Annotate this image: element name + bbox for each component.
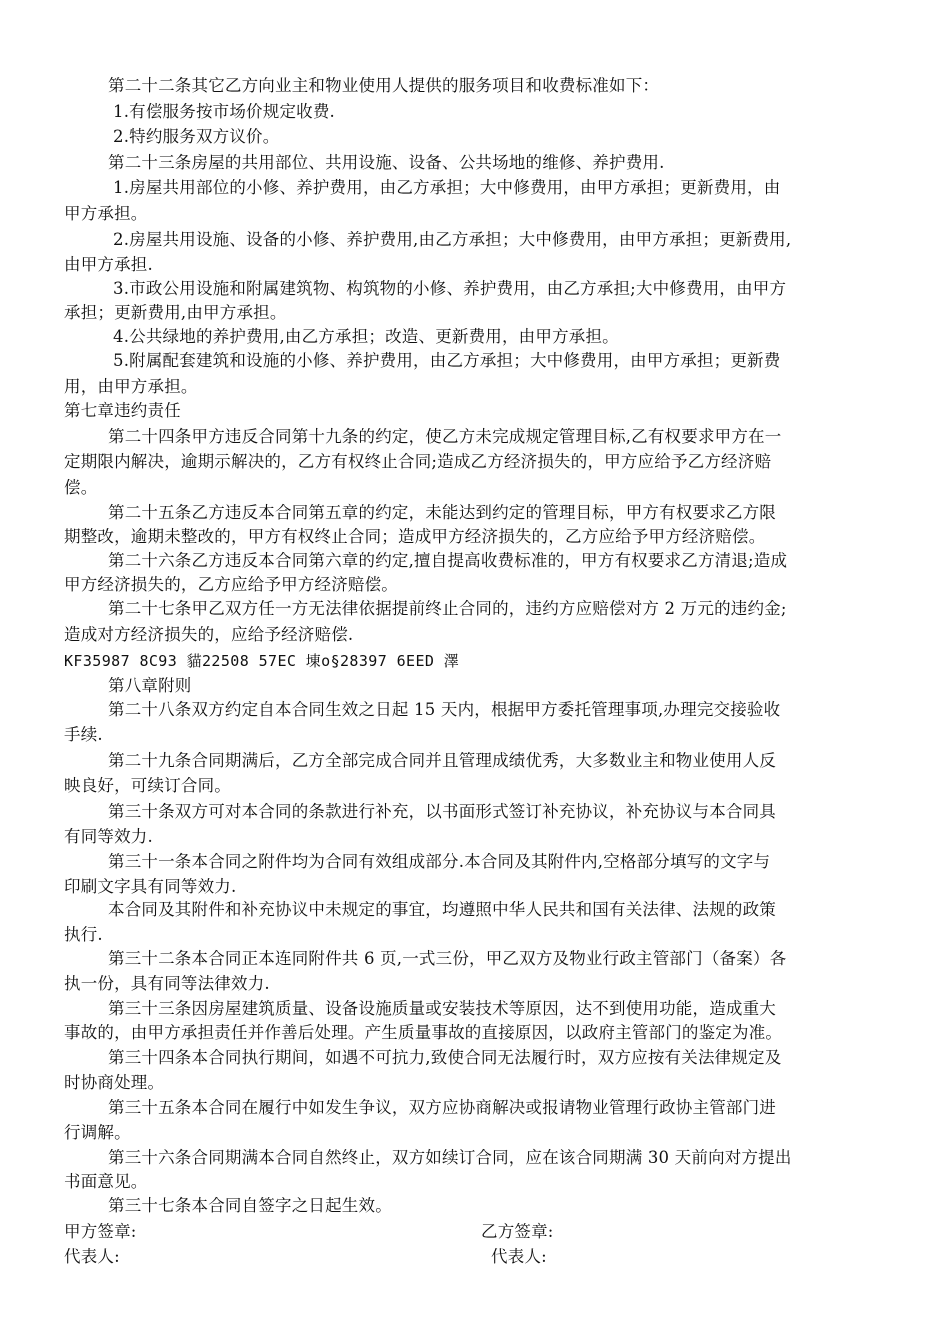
text-line: 第二十二条其它乙方向业主和物业使用人提供的服务项目和收费标准如下： (108, 76, 660, 95)
text-line: 第三十四条本合同执行期间，如遇不可抗力,致使合同无法履行时，双方应按有关法律规定及 (108, 1048, 782, 1067)
party-b-seal-label: 乙方签章: (481, 1222, 554, 1241)
chapter-heading: 第八章附则 (108, 676, 192, 695)
text-line: 行调解。 (64, 1123, 131, 1142)
garbled-text-line: KF35987 8C93 貓22508 57EC 埬o§28397 6EED 澤 (64, 652, 460, 670)
text-line: 由甲方承担. (64, 255, 153, 274)
party-b-representative-label: 代表人: (491, 1247, 547, 1266)
text-line: 4.公共绿地的养护费用,由乙方承担；改造、更新费用，由甲方承担。 (113, 327, 619, 346)
text-line: 第三十七条本合同自签字之日起生效。 (108, 1196, 392, 1215)
text-line: 甲方承担。 (64, 204, 148, 223)
text-line: 第三十一条本合同之附件均为合同有效组成部分.本合同及其附件内,空格部分填写的文字与 (108, 852, 771, 871)
text-line: 1.房屋共用部位的小修、养护费用，由乙方承担；大中修费用，由甲方承担；更新费用，由 (113, 178, 781, 197)
text-line: 手续. (64, 725, 103, 744)
text-line: 第二十四条甲方违反合同第十九条的约定，使乙方未完成规定管理目标,乙有权要求甲方在一 (108, 427, 782, 446)
text-line: 承担；更新费用,由甲方承担。 (64, 303, 287, 322)
party-a-representative-label: 代表人: (64, 1247, 120, 1266)
text-line: 时协商处理。 (64, 1073, 165, 1092)
text-line: 事故的，由甲方承担责任并作善后处理。产生质量事故的直接原因，以政府主管部门的鉴定为准。 (64, 1023, 783, 1042)
text-line: 1.有偿服务按市场价规定收费. (113, 102, 335, 121)
text-line: 第三十二条本合同正本连同附件共 6 页,一式三份，甲乙双方及物业行政主管部门（备案）各 (108, 949, 787, 968)
text-line: 书面意见。 (64, 1172, 148, 1191)
text-line: 映良好，可续订合同。 (64, 776, 231, 795)
text-line: 执行. (64, 925, 103, 944)
text-line: 第二十七条甲乙双方任一方无法律依据提前终止合同的，违约方应赔偿对方 2 万元的违约金; (108, 599, 787, 618)
text-line: 第三十六条合同期满本合同自然终止，双方如续订合同，应在该合同期满 30 天前向对方提出 (108, 1148, 792, 1167)
text-line: 第二十三条房屋的共用部位、共用设施、设备、公共场地的维修、养护费用. (108, 153, 665, 172)
text-line: 本合同及其附件和补充协议中未规定的事宜，均遵照中华人民共和国有关法律、法规的政策 (108, 900, 776, 919)
text-line: 印刷文字具有同等效力. (64, 877, 237, 896)
text-line: 2.房屋共用设施、设备的小修、养护费用,由乙方承担；大中修费用，由甲方承担；更新费用, (113, 230, 792, 249)
text-line: 偿。 (64, 478, 98, 497)
text-line: 第二十六条乙方违反本合同第六章的约定,擅自提高收费标准的，甲方有权要求乙方清退;造成 (108, 551, 788, 570)
text-line: 第二十九条合同期满后，乙方全部完成合同并且管理成绩优秀，大多数业主和物业使用人反 (108, 751, 776, 770)
text-line: 第二十五条乙方违反本合同第五章的约定，未能达到约定的管理目标，甲方有权要求乙方限 (108, 503, 776, 522)
text-line: 有同等效力. (64, 827, 153, 846)
text-line: 第三十条双方可对本合同的条款进行补充，以书面形式签订补充协议，补充协议与本合同具 (108, 802, 776, 821)
text-line: 第二十八条双方约定自本合同生效之日起 15 天内，根据甲方委托管理事项,办理完交接验收 (108, 700, 781, 719)
text-line: 2.特约服务双方议价。 (113, 127, 280, 146)
text-line: 造成对方经济损失的，应给予经济赔偿. (64, 625, 354, 644)
text-line: 定期限内解决，逾期示解决的，乙方有权终止合同;造成乙方经济损失的，甲方应给予乙方经济赔 (64, 452, 772, 471)
chapter-heading: 第七章违约责任 (64, 401, 181, 420)
text-line: 第三十三条因房屋建筑质量、设备设施质量或安装技术等原因，达不到使用功能，造成重大 (108, 999, 776, 1018)
text-line: 期整改，逾期未整改的，甲方有权终止合同；造成甲方经济损失的，乙方应给予甲方经济赔偿。 (64, 527, 766, 546)
text-line: 用，由甲方承担。 (64, 377, 198, 396)
text-line: 5.附属配套建筑和设施的小修、养护费用，由乙方承担；大中修费用，由甲方承担；更新费 (113, 351, 781, 370)
text-line: 第三十五条本合同在履行中如发生争议，双方应协商解决或报请物业管理行政协主管部门进 (108, 1098, 776, 1117)
text-line: 甲方经济损失的，乙方应给予甲方经济赔偿。 (64, 575, 398, 594)
text-line: 3.市政公用设施和附属建筑物、构筑物的小修、养护费用，由乙方承担;大中修费用，由甲方 (113, 279, 787, 298)
party-a-seal-label: 甲方签章: (64, 1222, 137, 1241)
text-line: 执一份，具有同等法律效力. (64, 974, 270, 993)
